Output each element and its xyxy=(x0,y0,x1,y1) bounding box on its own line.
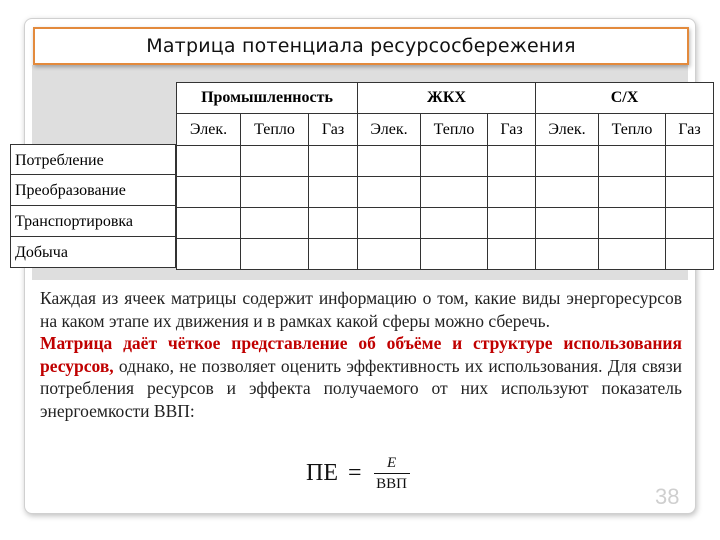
matrix-cell xyxy=(421,146,488,177)
matrix-cell xyxy=(421,239,488,270)
matrix-cell xyxy=(599,146,666,177)
formula-lhs: ПЕ xyxy=(306,460,338,486)
subcol-header: Элек. xyxy=(177,114,241,146)
subcol-header: Тепло xyxy=(241,114,309,146)
matrix-cell xyxy=(241,208,309,239)
row-label-extraction: Добыча xyxy=(10,237,176,268)
matrix-cell xyxy=(309,177,358,208)
formula-numerator: E xyxy=(386,455,397,471)
group-header-industry: Промышленность xyxy=(177,83,358,114)
matrix-cell xyxy=(421,177,488,208)
matrix-cell xyxy=(177,177,241,208)
subcol-header: Тепло xyxy=(421,114,488,146)
matrix-cell xyxy=(488,177,536,208)
matrix-cell xyxy=(666,146,714,177)
subcol-header: Газ xyxy=(309,114,358,146)
table-row xyxy=(177,208,714,239)
matrix-cell xyxy=(241,177,309,208)
row-label-conversion: Преобразование xyxy=(10,175,176,206)
formula-equals: = xyxy=(348,460,362,486)
matrix-cell xyxy=(666,239,714,270)
paragraph-1: Каждая из ячеек матрицы содержит информацию о том, какие виды энергоресурсов на каком этапе их движения и в рамках какой сферы можно сберечь. xyxy=(40,288,682,331)
matrix-cell xyxy=(488,208,536,239)
matrix-cell xyxy=(536,146,599,177)
matrix-cell xyxy=(358,146,421,177)
matrix-cell xyxy=(309,239,358,270)
matrix-cell xyxy=(536,208,599,239)
table-row xyxy=(177,239,714,270)
subcol-header: Элек. xyxy=(358,114,421,146)
page-number: 38 xyxy=(655,484,680,509)
subcol-header: Газ xyxy=(488,114,536,146)
energy-intensity-formula xyxy=(306,455,410,492)
subcol-header: Элек. xyxy=(536,114,599,146)
paragraph-2-rest: однако, не позволяет оценить эффективность их использования. Для связи потребления ресурсов и эффекта получаемого от них используют показатель энергоемкости ВВП: xyxy=(40,355,682,421)
matrix-cell xyxy=(177,146,241,177)
paragraph-2 xyxy=(40,332,682,422)
matrix-cell xyxy=(488,239,536,270)
slide-title: Матрица потенциала ресурсосбережения xyxy=(146,35,576,57)
matrix-cell xyxy=(599,208,666,239)
subcol-header: Газ xyxy=(666,114,714,146)
matrix-cell xyxy=(241,146,309,177)
matrix-table xyxy=(176,82,714,270)
highlighted-statement: Матрица даёт чёткое представление об объёме и структуре использования ресурсов, xyxy=(40,333,682,376)
matrix-cell xyxy=(536,177,599,208)
group-header-agriculture: С/Х xyxy=(536,83,714,114)
matrix-cell xyxy=(488,146,536,177)
matrix-cell xyxy=(599,239,666,270)
matrix-cell xyxy=(241,239,309,270)
table-row xyxy=(177,146,714,177)
matrix-cell xyxy=(177,208,241,239)
matrix-cell xyxy=(599,177,666,208)
subcol-header: Тепло xyxy=(599,114,666,146)
matrix-cell xyxy=(666,177,714,208)
matrix-cell xyxy=(536,239,599,270)
formula-fraction xyxy=(374,455,410,492)
matrix-cell xyxy=(309,146,358,177)
row-label-consumption: Потребление xyxy=(10,144,176,175)
matrix-cell xyxy=(309,208,358,239)
group-header-housing: ЖКХ xyxy=(358,83,536,114)
row-label-transportation: Транспортировка xyxy=(10,206,176,237)
matrix-cell xyxy=(358,177,421,208)
row-labels xyxy=(10,144,176,268)
matrix-cell xyxy=(177,239,241,270)
matrix-cell xyxy=(358,239,421,270)
matrix-cell xyxy=(358,208,421,239)
matrix-cell xyxy=(421,208,488,239)
title-box xyxy=(33,27,689,65)
fraction-bar xyxy=(374,473,410,474)
table-row xyxy=(177,177,714,208)
formula-denominator: ВВП xyxy=(376,476,407,492)
body-text xyxy=(40,287,682,422)
matrix-cell xyxy=(666,208,714,239)
